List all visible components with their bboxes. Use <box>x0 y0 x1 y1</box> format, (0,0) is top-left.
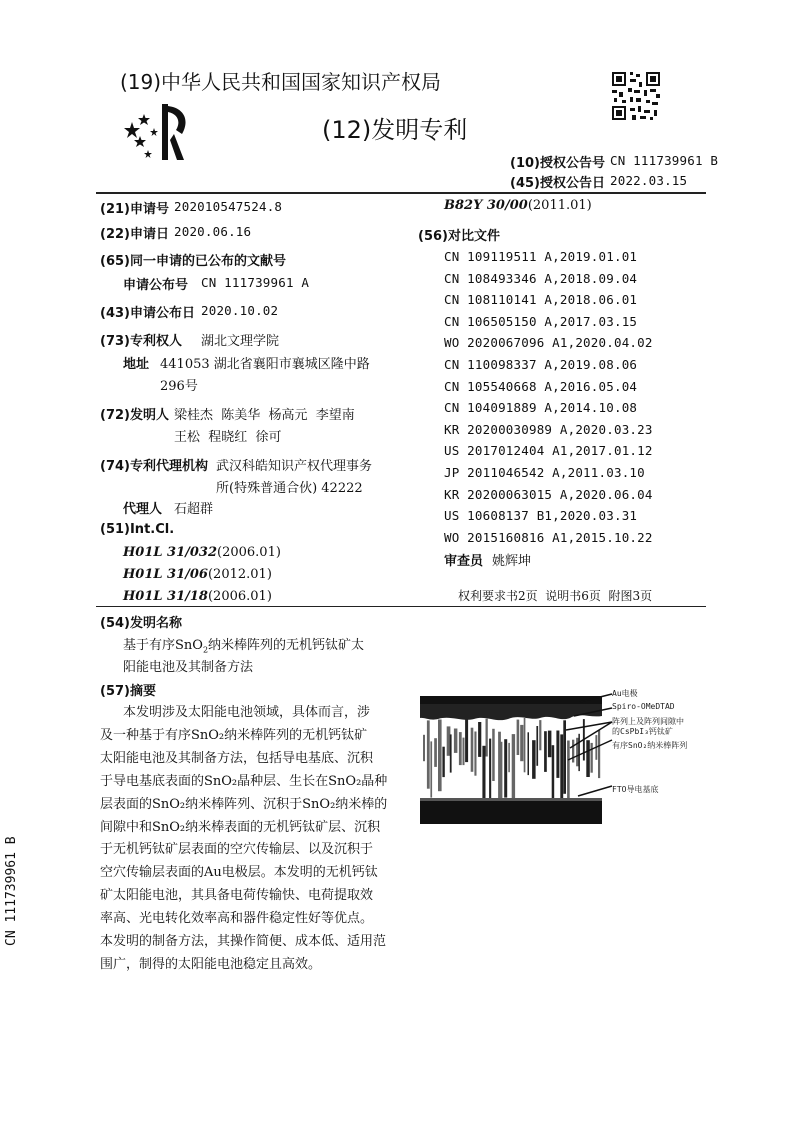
abstract-line: 本发明涉及太阳能电池领域，具体而言，涉 <box>123 705 371 720</box>
abstract-line: 于无机钙钛矿层表面的空穴传输层、以及沉积于 <box>100 842 374 858</box>
fig-arrow <box>568 740 612 760</box>
fig-rod <box>539 720 541 750</box>
pub-date-label: (43)申请公布日 <box>100 306 195 321</box>
citation-item: US 10608137 B1,2020.03.31 <box>444 508 638 524</box>
ipc-row: H01L 31/18(2006.01) <box>123 589 272 604</box>
fig-rod <box>423 735 425 761</box>
citation-item: US 2017012404 A1,2017.01.12 <box>444 443 653 459</box>
fig-rod <box>482 746 485 798</box>
fig-label-perovskite-2: 的CsPbI₃钙钛矿 <box>612 727 673 736</box>
title-label: (54)发明名称 <box>100 616 182 631</box>
address-label: 地址 <box>123 357 150 372</box>
fig-rod <box>489 739 491 798</box>
side-number: CN 111739961 B <box>4 836 19 946</box>
agency-line2: 所(特殊普通合伙) 42222 <box>216 481 363 496</box>
inventors-line2: 王松 程晓红 徐可 <box>174 430 282 445</box>
fig-rod <box>471 728 474 772</box>
citation-item: WO 2015160816 A1,2015.10.22 <box>444 529 653 545</box>
abstract-line: 率高、光电转化效率高和器件稳定性好等优点。 <box>100 911 374 927</box>
prior-pub-no: CN 111739961 A <box>201 275 310 290</box>
agent: 石超群 <box>174 502 214 517</box>
app-date: 2020.06.16 <box>174 224 252 239</box>
refs-label: (56)对比文件 <box>418 229 500 244</box>
citation-item: JP 2011046542 A,2011.03.10 <box>444 465 645 480</box>
patentee: 湖北文理学院 <box>201 334 280 349</box>
prior-pub-sub-label: 申请公布号 <box>123 278 189 293</box>
fig-rod <box>504 739 507 797</box>
fig-rod <box>465 719 468 762</box>
abstract-line: 空穴传输层表面的Au电极层。本发明的无机钙钛 <box>100 865 378 881</box>
citation-item: CN 104091889 A,2014.10.08 <box>444 400 638 416</box>
fig-arrow <box>578 786 612 796</box>
agency-line1: 武汉科皓知识产权代理事务 <box>216 459 373 474</box>
fig-rod <box>512 734 515 798</box>
abstract-line: 及一种基于有序SnO₂纳米棒阵列的无机钙钛矿 <box>100 727 368 743</box>
fig-label-spiro: Spiro-OMeDTAD <box>612 702 675 711</box>
fig-rod <box>430 741 432 797</box>
fig-rod <box>450 734 452 772</box>
fig-rod <box>438 720 442 792</box>
fig-rod <box>508 743 510 772</box>
abstract-line: 围广，制得的太阳能电池稳定且高效。 <box>100 956 322 972</box>
fig-arrow <box>574 708 612 716</box>
examiner: 姚辉坤 <box>492 554 532 569</box>
invention-title-line2: 阳能电池及其制备方法 <box>123 660 254 675</box>
ipc-row: H01L 31/06(2012.01) <box>123 567 272 582</box>
app-date-label: (22)申请日 <box>100 227 169 242</box>
fig-label-fto: FTO导电基底 <box>612 785 659 794</box>
fig-rod <box>478 722 481 757</box>
ipc-row: H01L 31/032(2006.01) <box>123 545 281 560</box>
page-counts: 权利要求书2页 说明书6页 附图3页 <box>458 589 653 603</box>
fig-rod <box>524 718 526 772</box>
abstract-line: 太阳能电池及其制备方法，包括导电基底、沉积 <box>100 750 374 766</box>
fig-label-sno2: 有序SnO₂纳米棒阵列 <box>612 741 688 750</box>
invention-title-line1: 基于有序SnO$_2$纳米棒阵列的无机钙钛矿太 <box>123 638 365 655</box>
pub-date: 2020.10.02 <box>201 303 279 318</box>
fig-rod <box>544 731 547 772</box>
fig-rod <box>556 731 559 778</box>
doc-type: (12)发明专利 <box>322 116 468 144</box>
abstract-label: (57)摘要 <box>100 684 156 699</box>
fig-rod <box>517 720 520 755</box>
grant-pub-no: CN 111739961 B <box>610 153 719 168</box>
ipc-extra: B82Y 30/00(2011.01) <box>444 198 592 213</box>
fig-rod <box>463 738 465 766</box>
fig-rod <box>459 732 462 765</box>
fig-rod <box>520 725 523 761</box>
fig-label-au: Au电极 <box>612 689 638 698</box>
logo-star <box>134 136 146 147</box>
fig-rod <box>552 745 555 798</box>
fig-rod <box>536 726 538 766</box>
cnipa-logo <box>118 100 198 166</box>
abstract-line: 间隙中和SnO₂纳米棒表面的无机钙钛矿层、沉积 <box>100 819 381 835</box>
logo-star <box>150 128 158 136</box>
section-rule <box>96 606 706 607</box>
inventors-label: (72)发明人 <box>100 408 169 423</box>
fig-rod <box>434 738 437 767</box>
fig-rod <box>486 719 488 757</box>
citation-item: KR 20200063015 A,2020.06.04 <box>444 486 653 502</box>
header-rule <box>96 192 706 194</box>
fig-label-perovskite-1: 阵列上及阵列间隙中 <box>612 717 684 726</box>
grant-date: 2022.03.15 <box>610 173 688 188</box>
citation-item: CN 108110141 A,2018.06.01 <box>444 292 638 308</box>
agent-label: 代理人 <box>123 502 163 517</box>
agency-label: (74)专利代理机构 <box>100 459 208 474</box>
fig-rod <box>442 747 444 777</box>
fig-rod <box>474 732 476 776</box>
citation-item: KR 20200030989 A,2020.03.23 <box>444 421 653 437</box>
logo-mark <box>162 104 186 160</box>
logo-star <box>124 122 140 138</box>
address-line1: 441053 湖北省襄阳市襄城区隆中路 <box>160 357 370 372</box>
fig-rod <box>454 729 458 753</box>
prior-pub-label: (65)同一申请的已公布的文献号 <box>100 254 286 269</box>
abstract-line: 矿太阳能电池，其具备电荷传输快、电荷提取效 <box>100 888 374 904</box>
citation-item: CN 108493346 A,2018.09.04 <box>444 270 638 286</box>
int-cl-label: (51)Int.Cl. <box>100 522 175 537</box>
citation-item: CN 105540668 A,2016.05.04 <box>444 378 638 394</box>
abstract-line: 本发明的制备方法，其操作简便、成本低、适用范 <box>100 934 387 949</box>
grant-date-label: (45)授权公告日 <box>510 176 605 191</box>
grant-pub-no-label: (10)授权公告号 <box>510 156 605 171</box>
logo-star <box>138 114 150 125</box>
inventors-line1: 梁桂杰 陈美华 杨高元 李望南 <box>174 408 355 423</box>
patentee-label: (73)专利权人 <box>100 334 182 349</box>
fig-rod <box>532 740 536 779</box>
fig-rod <box>427 720 430 788</box>
fig-rod <box>500 742 502 798</box>
fig-rod <box>548 731 552 758</box>
app-no-label: (21)申请号 <box>100 202 169 217</box>
figure-arrows <box>560 688 620 812</box>
citation-item: CN 106505150 A,2017.03.15 <box>444 313 638 329</box>
qr-code <box>610 70 662 122</box>
citation-item: CN 110098337 A,2019.08.06 <box>444 357 638 372</box>
app-no: 202010547524.8 <box>174 199 283 214</box>
fig-rod <box>492 729 495 781</box>
abstract-line: 层表面的SnO₂纳米棒阵列、沉积于SnO₂纳米棒的 <box>100 796 388 812</box>
address-line2: 296号 <box>160 379 198 394</box>
abstract-line: 于导电基底表面的SnO₂晶种层、生长在SnO₂晶种 <box>100 773 388 789</box>
fig-arrow <box>580 694 612 702</box>
citation-item: CN 109119511 A,2019.01.01 <box>444 249 638 264</box>
logo-star <box>144 150 152 158</box>
examiner-label: 审查员 <box>444 554 484 569</box>
citation-item: WO 2020067096 A1,2020.04.02 <box>444 335 653 351</box>
issuer: (19)中华人民共和国国家知识产权局 <box>120 70 442 94</box>
fig-rod <box>528 732 530 775</box>
